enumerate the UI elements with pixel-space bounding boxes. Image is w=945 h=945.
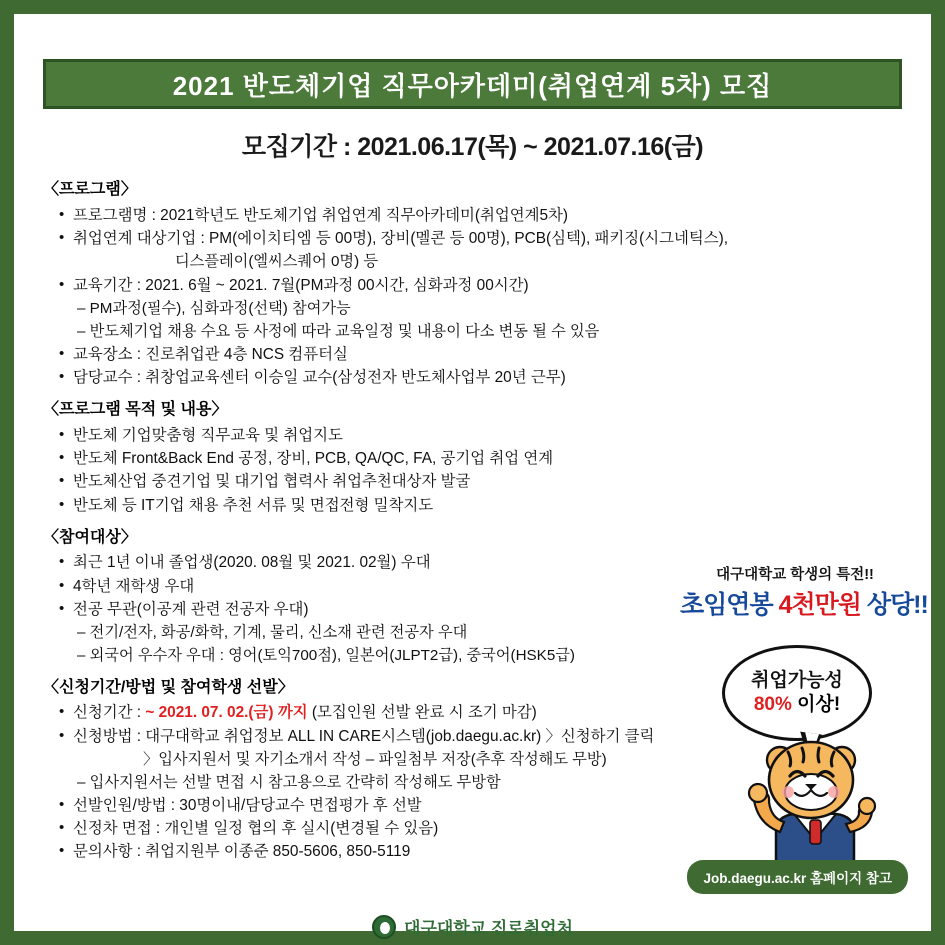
brand-footer bbox=[0, 914, 945, 939]
list-item: • 반도체 기업맞춤형 직무교육 및 취업지도 bbox=[57, 425, 906, 447]
list-subitem: 디스플레이(엘씨스퀘어 0명) 등 bbox=[175, 253, 379, 271]
list-item: • 교육기간 : 2021. 6월 ~ 2021. 7월(PM과정 00시간, 심화과정 00시간) bbox=[57, 275, 906, 297]
list-item: • 신정차 면접 : 개인별 일정 협의 후 실시(변경될 수 있음) bbox=[57, 818, 906, 840]
list-item: • 취업연계 대상기업 : PM(에이치티엠 등 00명), 장비(멜콘 등 00명), PCB(심텍), 패키징(시그네틱스), bbox=[57, 228, 906, 250]
stamp-headline bbox=[680, 585, 928, 621]
page-title: 2021 반도체기업 직무아카데미(취업연계 5차) 모집 bbox=[172, 70, 773, 101]
section-heading-apply: 〈신청기간/방법 및 참여학생 선발〉 bbox=[43, 678, 294, 696]
list-item: • 교육장소 : 진로취업관 4층 NCS 컴퓨터실 bbox=[57, 344, 906, 366]
homepage-reference-tag[interactable]: Job.daegu.ac.kr 홈페이지 참고 bbox=[687, 860, 908, 894]
section-list-program bbox=[43, 205, 906, 389]
list-subitem: – 전기/전자, 화공/화학, 기계, 물리, 신소재 관련 전공자 우대 bbox=[77, 624, 468, 642]
list-subitem: 〉입사지원서 및 자기소개서 작성 – 파일첨부 저장(추후 작성해도 무방) bbox=[143, 751, 607, 769]
list-item: • 전공 무관(이공계 관련 전공자 우대) bbox=[57, 599, 906, 621]
apply-period-label: 신청기간 : bbox=[73, 704, 146, 722]
university-emblem-icon bbox=[372, 915, 396, 939]
section-list-purpose bbox=[43, 425, 906, 517]
apply-deadline-note: (모집인원 선발 완료 시 조기 마감) bbox=[307, 704, 537, 722]
stamp-part-amount: 4천만원 bbox=[778, 591, 861, 619]
bubble-percent-tail: 이상! bbox=[791, 694, 841, 715]
list-item: • 반도체 등 IT기업 채용 추천 서류 및 면접전형 밀착지도 bbox=[57, 495, 906, 517]
section-heading-program: 〈프로그램〉 bbox=[43, 181, 137, 198]
list-item: • 신청방법 : 대구대학교 취업정보 ALL IN CARE시스템(job.daegu.ac.kr) 〉신청하기 클릭 bbox=[57, 726, 906, 748]
list-subitem: – 외국어 우수자 우대 : 영어(토익700점), 일본어(JLPT2급), 중국어(HSK5급) bbox=[77, 646, 575, 664]
list-item: • 문의사항 : 취업지원부 이종준 850-5606, 850-5119 bbox=[57, 841, 906, 863]
list-item: • 4학년 재학생 우대 bbox=[57, 576, 906, 598]
list-item: • 담당교수 : 취창업교육센터 이승일 교수(삼성전자 반도체사업부 20년 근무) bbox=[57, 367, 906, 389]
bubble-percent: 80% bbox=[753, 694, 792, 715]
list-subitem: – 입사지원서는 선발 면접 시 참고용으로 간략히 작성해도 무방함 bbox=[77, 773, 501, 791]
salary-stamp bbox=[680, 563, 928, 621]
stamp-part-salary: 초임연봉 bbox=[680, 591, 773, 619]
list-item: • 선발인원/방법 : 30명이내/담당교수 면접평가 후 선발 bbox=[57, 795, 906, 817]
section-heading-purpose: 〈프로그램 목적 및 내용〉 bbox=[43, 400, 228, 418]
brand-name: 대구대학교 진로취업처 bbox=[404, 919, 573, 938]
poster-title-bar bbox=[43, 59, 902, 109]
list-item: • 반도체 Front&Back End 공정, 장비, PCB, QA/QC, FA, 공기업 취업 연계 bbox=[57, 448, 906, 470]
list-subitem: – 반도체기업 채용 수요 등 사정에 따라 교육일정 및 내용이 다소 변동 될 수 있음 bbox=[77, 322, 600, 340]
stamp-part-equiv: 상당!! bbox=[866, 591, 928, 619]
apply-deadline-date: ~ 2021. 07. 02.(금) 까지 bbox=[145, 704, 308, 722]
list-item: • 최근 1년 이내 졸업생(2020. 08월 및 2021. 02월) 우대 bbox=[57, 552, 906, 574]
poster-subtitle: 모집기간 : 2021.06.17(목) ~ 2021.07.16(금) bbox=[241, 133, 704, 161]
poster-inner bbox=[14, 14, 931, 931]
list-item: • 반도체산업 중견기업 및 대기업 협력사 취업추천대상자 발굴 bbox=[57, 471, 906, 493]
list-item: • 프로그램명 : 2021학년도 반도체기업 취업연계 직무아카데미(취업연계5차) bbox=[57, 205, 906, 227]
bubble-line-2 bbox=[754, 693, 840, 717]
section-heading-target: 〈참여대상〉 bbox=[43, 528, 137, 546]
list-subitem: – PM과정(필수), 심화과정(선택) 참여가능 bbox=[77, 299, 351, 317]
stamp-caption: 대구대학교 학생의 특전!! bbox=[716, 567, 874, 583]
mascot-tiger-icon bbox=[724, 720, 892, 870]
bubble-line-1: 취업가능성 bbox=[751, 670, 843, 692]
